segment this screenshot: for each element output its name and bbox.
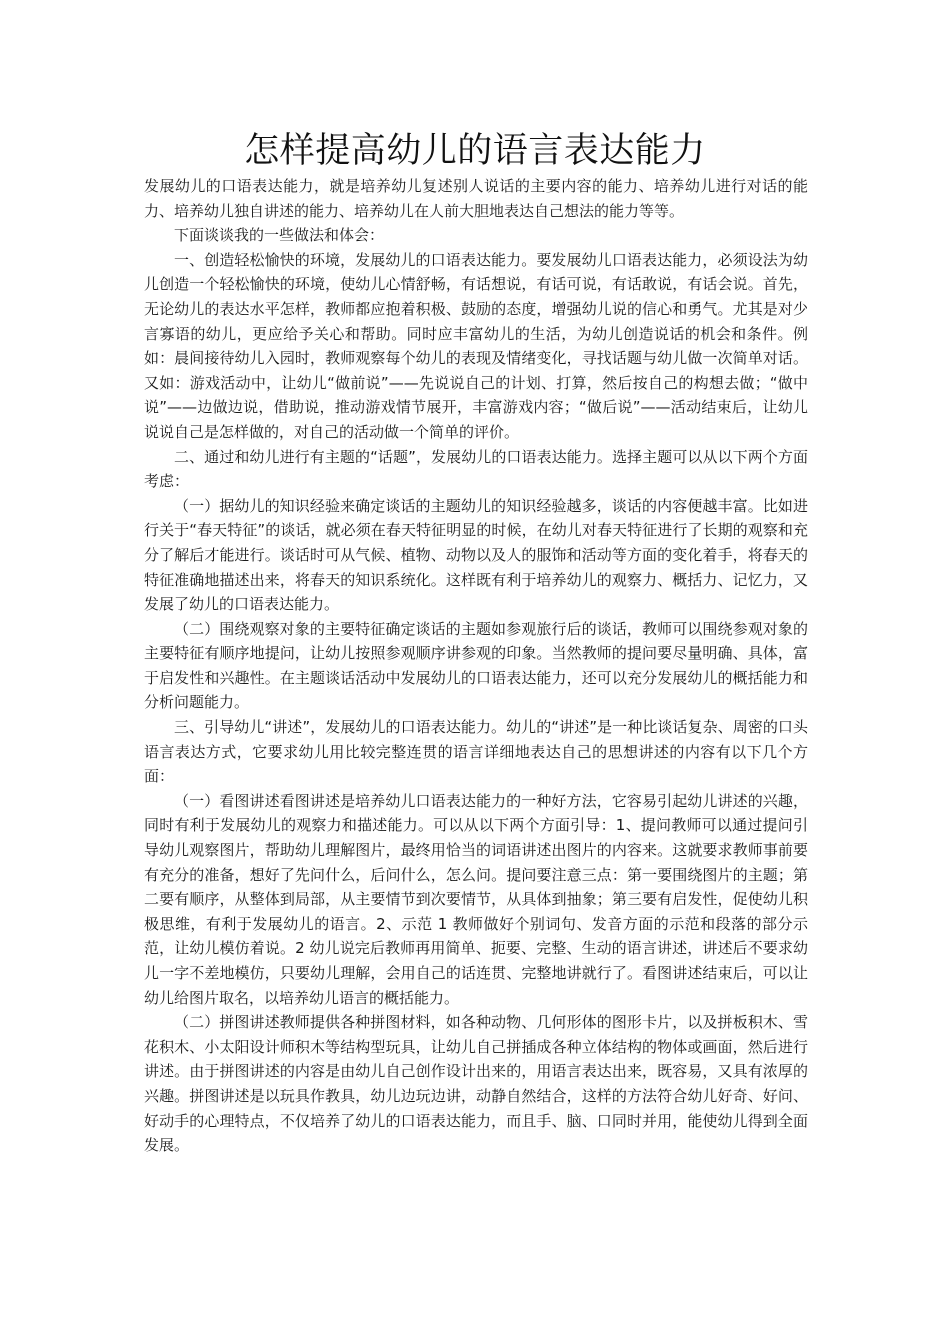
paragraph: 二、通过和幼儿进行有主题的“话题”，发展幼儿的口语表达能力。选择主题可以从以下两个方面考虑： [144, 447, 808, 491]
paragraph: （二）围绕观察对象的主要特征确定谈话的主题如参观旅行后的谈话，教师可以围绕参观对象的主要特征有顺序地提问，让幼儿按照参观顺序讲参观的印象。当然教师的提问要尽量明确、具体，富于启发性和兴趣性。在主题谈话活动中发展幼儿的口语表达能力，还可以充分发展幼儿的概括能力和分析问题能力。 [144, 619, 808, 712]
paragraph: （一）看图讲述看图讲述是培养幼儿口语表达能力的一种好方法，它容易引起幼儿讲述的兴趣，同时有利于发展幼儿的观察力和描述能力。可以从以下两个方面引导：1、提问教师可以通过提问引导幼儿观察图片，帮助幼儿理解图片，最终用恰当的词语讲述出图片的内容来。这就要求教师事前要有充分的准备，想好了先问什么，后问什么，怎么问。提问要注意三点：第一要围绕图片的主题；第二要有顺序，从整体到局部，从主要情节到次要情节，从具体到抽象；第三要有启发性，促使幼儿积极思维，有利于发展幼儿的语言。2、示范 1 教师做好个别词句、发音方面的示范和段落的部分示范，让幼儿模仿着说。2 幼儿说完后教师再用简单、扼要、完整、生动的语言讲述，讲述后不要求幼儿一字不差地模仿，只要幼儿理解，会用自己的话连贯、完整地讲就行了。看图讲述结束后，可以让幼儿给图片取名，以培养幼儿语言的概括能力。 [144, 791, 808, 1007]
paragraph: 发展幼儿的口语表达能力，就是培养幼儿复述别人说话的主要内容的能力、培养幼儿进行对话的能力、培养幼儿独自讲述的能力、培养幼儿在人前大胆地表达自己想法的能力等等。 [144, 177, 808, 220]
paragraph: 一、创造轻松愉快的环境，发展幼儿的口语表达能力。要发展幼儿口语表达能力，必须设法为幼儿创造一个轻松愉快的环境，使幼儿心情舒畅，有话想说，有话可说，有话敢说，有话会说。首先，无论幼儿的表达水平怎样，教师都应抱着积极、鼓励的态度，增强幼儿说的信心和勇气。尤其是对少言寡语的幼儿，更应给予关心和帮助。同时应丰富幼儿的生活，为幼儿创造说话的机会和条件。例如：晨间接待幼儿入园时，教师观察每个幼儿的表现及情绪变化，寻找话题与幼儿做一次简单对话。又如：游戏活动中，让幼儿“做前说”——先说说自己的计划、打算，然后按自己的构想去做；“做中说”——边做边说，借助说，推动游戏情节展开，丰富游戏内容；“做后说”——活动结束后，让幼儿说说自己是怎样做的，对自己的活动做一个简单的评价。 [144, 250, 808, 441]
paragraph: 三、引导幼儿“讲述”，发展幼儿的口语表达能力。幼儿的“讲述”是一种比谈话复杂、周密的口头语言表达方式，它要求幼儿用比较完整连贯的语言详细地表达自己的思想讲述的内容有以下几个方面： [144, 718, 808, 786]
paragraph: （一）据幼儿的知识经验来确定谈话的主题幼儿的知识经验越多，谈话的内容便越丰富。比如进行关于“春天特征”的谈话，就必须在春天特征明显的时候，在幼儿对春天特征进行了长期的观察和充分了解后才能进行。谈话时可从气候、植物、动物以及人的服饰和活动等方面的变化着手，将春天的特征准确地描述出来，将春天的知识系统化。这样既有利于培养幼儿的观察力、概括力、记忆力，又发展了幼儿的口语表达能力。 [144, 496, 808, 614]
paragraph: 下面谈谈我的一些做法和体会： [174, 226, 385, 245]
paragraph: （二）拼图讲述教师提供各种拼图材料，如各种动物、几何形体的图形卡片，以及拼板积木、雪花积木、小太阳设计师积木等结构型玩具，让幼儿自己拼插成各种立体结构的物体或画面，然后进行讲述。由于拼图讲述的内容是由幼儿自己创作设计出来的，用语言表达出来，既容易，又具有浓厚的兴趣。拼图讲述是以玩具作教具，幼儿边玩边讲，动静自然结合，这样的方法符合幼儿好奇、好问、好动手的心理特点，不仅培养了幼儿的口语表达能力，而且手、脑、口同时并用，能使幼儿得到全面发展。 [144, 1013, 808, 1155]
document-body [144, 174, 808, 1158]
document-title: 怎样提高幼儿的语言表达能力 [244, 131, 706, 171]
